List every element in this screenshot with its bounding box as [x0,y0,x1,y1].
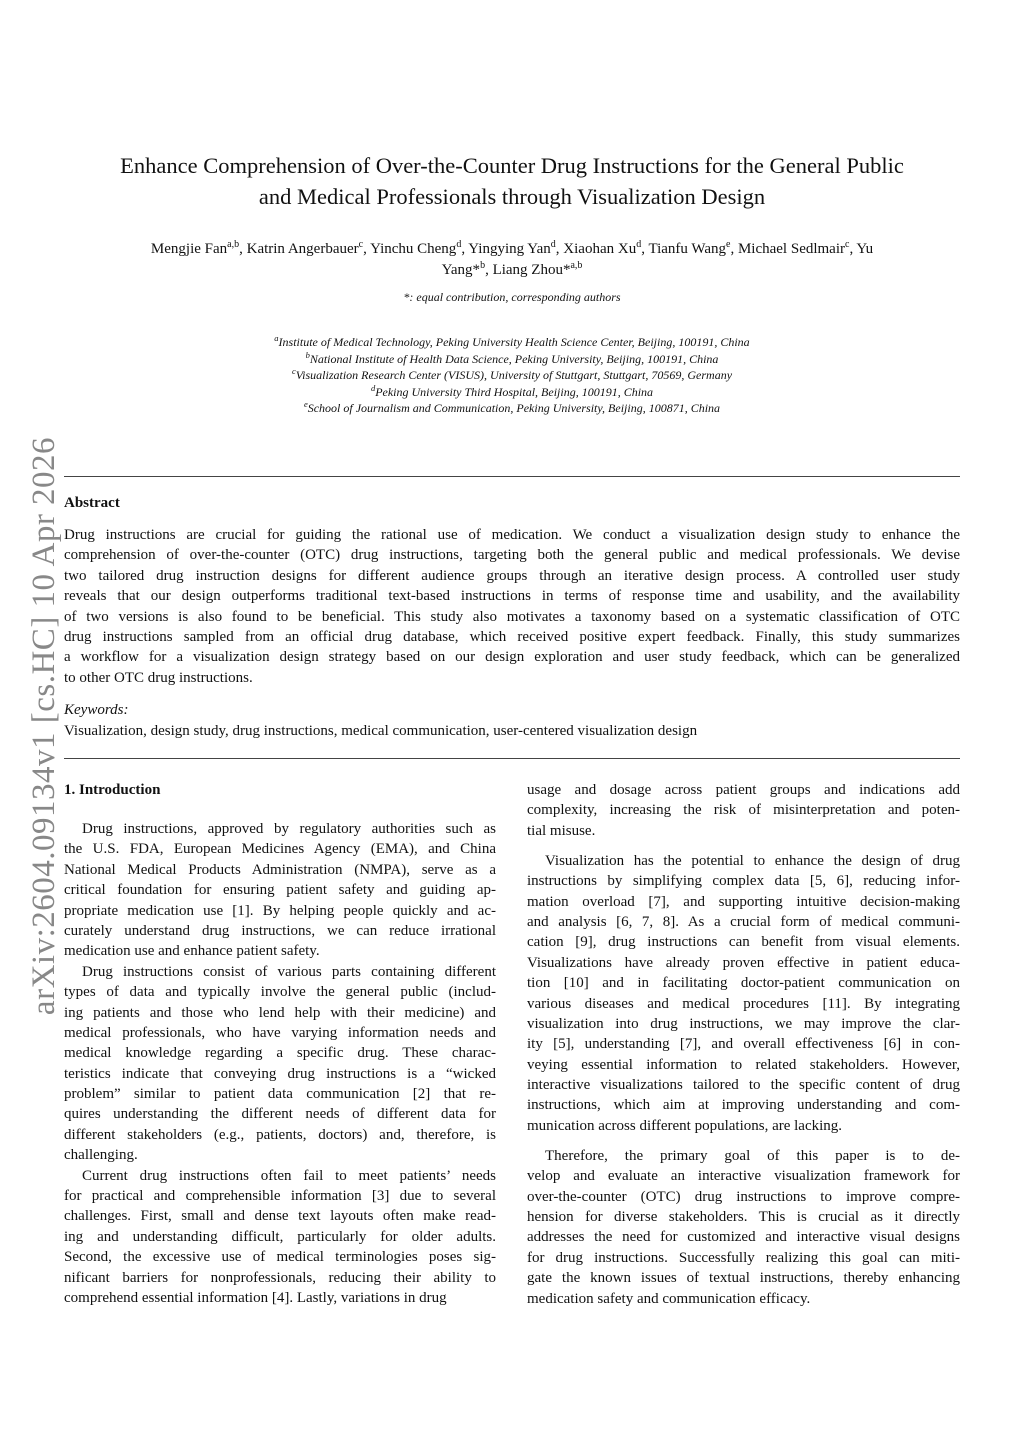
abstract-heading: Abstract [64,495,120,511]
text-line: usage and dosage across patient groups and indications add [527,782,960,798]
keywords-text: Visualization, design study, drug instructions, medical communication, user-centered visualization design [64,723,698,739]
author-line: Mengjie Fan$^{a,b}$, Katrin Angerbauer$^c$, Yinchu Cheng$^d$, Yingying Yan$^d$, Xiaohan Xu$^d$, Tianfu Wang$^e$, Michael Sedlmair$^c$, Yu [150,239,874,257]
affiliation-text: National Institute of Health Data Science, Peking University, Beijing, 100191, China [309,351,719,366]
text-line: gate the known issues of textual instructions, thereby enhancing [527,1270,960,1287]
text-line: Therefore, the primary goal of this paper is to de- [545,1147,960,1164]
author-affil-marker: d [550,239,556,250]
text-line: Visualization has the potential to enhance the design of drug [545,852,960,869]
text-line: addresses the need for customized and interactive visual designs [527,1229,960,1246]
text-line: comprehension of over-the-counter (OTC) drug instructions, targeting both the general public and medical professionals. We devise [64,547,960,564]
author-name: Mengjie Fan [150,241,228,257]
affiliation [64,384,960,401]
author-name: Tianfu Wang [648,241,726,257]
text-line: Drug instructions consist of various parts containing different [82,963,496,980]
affiliation-text: Institute of Medical Technology, Peking University Health Science Center, Beijing, 100191, China [278,335,750,349]
text-line: medication safety and communication efficacy. [527,1290,811,1307]
text-line: Current drug instructions often fail to meet patients’ needs [82,1167,496,1184]
text-line: problem” similar to patient data communication [2] that re- [64,1086,496,1103]
author-affil-marker: c [845,239,850,250]
text-line: challenging. [64,1147,138,1164]
divider-bottom [64,758,960,759]
affiliation [64,367,960,384]
text-line: for drug instructions. Successfully realizing this goal can miti- [527,1249,960,1266]
paragraph-gap [527,841,960,851]
affiliation [64,351,960,368]
text-line: hension for diverse stakeholders. This is crucial as it directly [527,1209,960,1225]
text-line: a workflow for a visualization design strategy based on our design exploration and user study feedback, which can be generalized [64,649,960,666]
text-line: medical professionals, who have varying information needs and [64,1024,496,1041]
keywords-heading: Keywords: [64,702,129,718]
author-affil-marker: a,b [570,260,583,271]
author-name: Liang Zhou* [492,262,571,278]
text-line: propriate medication use [1]. By helping people quickly and ac- [64,902,496,919]
author-name: Xiaohan Xu [563,241,637,257]
affiliation-text: Visualization Research Center (VISUS), University of Stuttgart, Stuttgart, 70569, Germany [295,368,733,382]
author-list [64,239,960,281]
text-line: ity [5], understanding [7], and overall effectiveness [6] in con- [527,1036,960,1053]
paper-title [64,150,960,212]
text-line: curately understand drug instructions, we can reduce irrational [64,922,496,939]
text-line: medication use and enhance patient safety. [64,943,320,960]
author-name: Yu [856,241,874,257]
text-line: comprehend essential information [4]. Lastly, variations in drug [64,1289,447,1306]
author-name: Yinchu Cheng [370,241,457,257]
affiliation-marker: a [274,333,279,343]
author-affil-marker: a,b [227,239,240,250]
text-line: the U.S. FDA, European Medicines Agency (EMA), and China [64,841,496,858]
text-line: veying essential information to related stakeholders. However, [527,1056,960,1073]
author-name: Katrin Angerbauer [246,241,359,257]
author-affil-marker: d [456,239,462,250]
text-line: Second, the excessive use of medical terminologies poses sig- [64,1249,496,1266]
right-column [527,780,960,1309]
text-line: complexity, increasing the risk of misinterpretation and poten- [527,802,960,819]
text-line: for practical and comprehensible information [3] due to several [64,1188,496,1205]
text-line: nificant barriers for nonprofessionals, reducing their ability to [64,1269,496,1286]
text-line: reveals that our design outperforms traditional text-based instructions in terms of response time and usability, and the availability [64,588,960,605]
text-line: two tailored drug instruction designs for different audience groups through an iterative design process. A controlled user study [64,567,960,584]
text-line: National Medical Products Administration (NMPA), serve as a [64,861,496,878]
text-line: visualization into drug instructions, we may improve the clar- [527,1015,960,1032]
left-column [64,819,496,1308]
text-line: munication across different populations, are lacking. [527,1117,843,1134]
text-line: Drug instructions, approved by regulatory authorities such as [82,821,496,837]
text-line: drug instructions sampled from an official drug database, which received positive expert feedback. Finally, this study summarizes [64,628,960,645]
text-line: ing and understanding difficult, particularly for older adults. [64,1228,496,1245]
affiliation-marker: c [291,366,296,376]
author-affil-marker: b [480,260,486,271]
text-line: to other OTC drug instructions. [64,669,253,686]
text-line: and analysis [6, 7, 8]. As a crucial form of medical communi- [527,913,960,930]
text-line: types of data and typically involve the general public (includ- [64,984,496,1001]
affiliation-marker: b [305,349,310,360]
text-line: teristics indicate that conveying drug instructions is a “wicked [64,1065,496,1082]
text-line: critical foundation for ensuring patient safety and guiding ap- [64,882,496,899]
text-line: velop and evaluate an interactive visualization framework for [527,1168,960,1185]
author-affil-marker: d [636,239,642,250]
affiliation-text: Peking University Third Hospital, Beijing, 100191, China [375,384,654,399]
affiliation-marker: d [370,382,376,393]
text-line: Visualizations have already proven effective in patient educa- [527,954,960,971]
author-name: Michael Sedlmair [737,241,846,257]
text-line: different stakeholders (e.g., patients, doctors) and, therefore, is [64,1126,496,1143]
text-line: cation [9], drug instructions can benefit from visual elements. [527,934,960,951]
paragraph-gap [527,1136,960,1146]
text-line: tion [10] and in facilitating doctor-patient communication on [527,975,960,992]
text-line: medical knowledge regarding a specific drug. These charac- [64,1045,496,1062]
affiliation [64,334,960,351]
text-line: ing patients and those who lend help with their medicine) and [64,1004,496,1021]
divider-top [64,476,960,477]
abstract-body [64,525,960,688]
affiliation [64,400,960,417]
author-affil-marker: c [358,239,364,250]
section-heading: 1. Introduction [64,782,161,798]
affiliation-text: School of Journalism and Communication, Peking University, Beijing, 100871, China [307,401,721,415]
text-line: over-the-counter (OTC) drug instructions to improve compre- [527,1188,960,1205]
arxiv-identifier: arXiv:2604.09134v1 [cs.HC] 10 Apr 2026 [26,436,62,1016]
author-affil-marker: e [726,239,731,250]
text-line: tial misuse. [527,822,596,839]
affiliation-marker: e [303,399,308,409]
affiliation-list [64,334,960,417]
text-line: instructions, which aim at improving understanding and com- [527,1097,960,1114]
text-line: challenges. First, small and dense text layouts often make read- [64,1208,496,1225]
text-line: of two versions is also found to be beneficial. This study also motivates a taxonomy based on a systematic classification of OTC [64,608,960,625]
text-line: various diseases and medical procedures [11]. By integrating [527,995,960,1012]
text-line: instructions by simplifying complex data [5, 6], reducing infor- [527,873,960,890]
author-name: Yingying Yan [468,241,551,257]
text-line: mation overload [7], and supporting intuitive decision-making [527,893,960,910]
title-line: and Medical Professionals through Visualization Design [258,184,766,209]
title-line: Enhance Comprehension of Over-the-Counter Drug Instructions for the General Public [120,153,904,178]
author-line: Yang*$^b$, Liang Zhou*$^{a,b}$ [441,260,583,278]
text-line: quires understanding the different needs of different data for [64,1106,496,1123]
author-name: Yang* [441,262,481,278]
text-line: Drug instructions are crucial for guiding the rational use of medication. We conduct a visualization design study to enhance the [64,527,960,543]
contribution-note: *: equal contribution, corresponding authors [403,290,621,304]
text-line: interactive visualizations tailored to the specific content of drug [527,1077,960,1094]
